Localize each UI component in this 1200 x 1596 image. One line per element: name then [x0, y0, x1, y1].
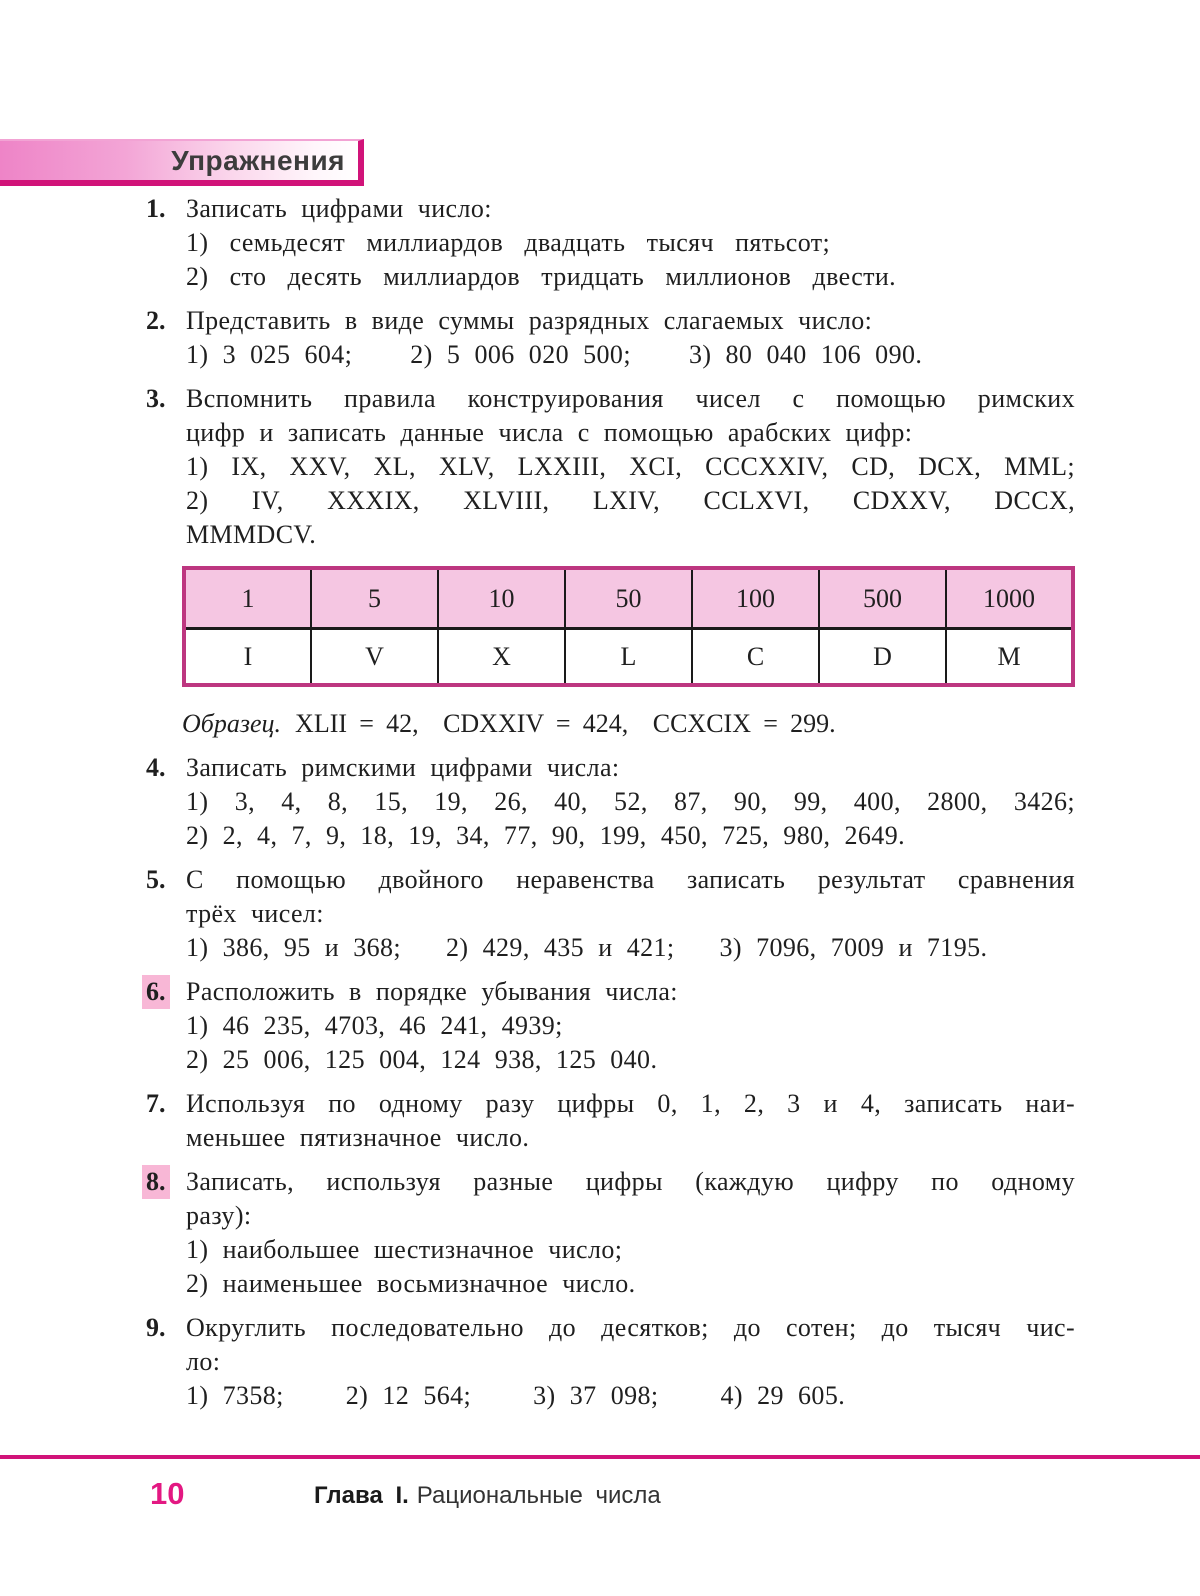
- exercise-9-item-2: 2) 12 564;: [345, 1381, 472, 1410]
- exercise-9-number: 9.: [146, 1313, 166, 1342]
- exercise-3-line-1: Вспомнить правила конструирования чисел с помощью римских: [186, 384, 1075, 413]
- exercise-4-item-2: 2) 2, 4, 7, 9, 18, 19, 34, 77, 90, 199, 450, 725, 980, 2649.: [186, 821, 905, 850]
- exercise-8-item-1: 1) наибольшее шестизначное число;: [186, 1235, 623, 1264]
- exercise-5-line-1: С помощью двойного неравенства записать результат сравнения: [186, 865, 1075, 894]
- table-arabic-cell: 100: [692, 568, 819, 629]
- exercise-4-body: [186, 751, 1075, 853]
- exercise-5-item-3: 3) 7096, 7009 и 7195.: [719, 933, 988, 962]
- exercise-4-number: 4.: [146, 753, 166, 782]
- table-roman-cell: M: [946, 629, 1073, 686]
- table-roman-cell: C: [692, 629, 819, 686]
- table-roman-cell: D: [819, 629, 946, 686]
- exercises-list: [0, 192, 1200, 1423]
- table-arabic-cell: 500: [819, 568, 946, 629]
- exercise-6-item-1: 1) 46 235, 4703, 46 241, 4939;: [186, 1011, 563, 1040]
- exercise-2-item-1: 1) 3 025 604;: [186, 340, 353, 369]
- exercise-1-title: Записать цифрами число:: [186, 194, 492, 223]
- exercise-8: [146, 1165, 1075, 1301]
- footer-rule: [0, 1455, 1200, 1459]
- page-number: 10: [150, 1476, 185, 1511]
- exercise-9-line-2: ло:: [186, 1347, 221, 1376]
- exercise-4: [146, 751, 1075, 853]
- table-arabic-cell: 5: [311, 568, 438, 629]
- exercise-3-item-1: 1) IX, XXV, XL, XLV, LXXIII, XCI, CCCXXIV, CD, DCX, MML;: [186, 452, 1075, 481]
- exercise-9: [146, 1311, 1075, 1413]
- exercise-5-item-2: 2) 429, 435 и 421;: [446, 933, 675, 962]
- exercise-8-line-1: Записать, используя разные цифры (каждую цифру по одному: [186, 1167, 1075, 1196]
- exercise-7-number: 7.: [146, 1089, 166, 1118]
- exercise-9-items: [186, 1379, 1075, 1413]
- exercise-2-item-3: 3) 80 040 106 090.: [688, 340, 923, 369]
- exercise-2-items: [186, 338, 1075, 372]
- exercise-1: [146, 192, 1075, 294]
- exercise-9-item-4: 4) 29 605.: [720, 1381, 846, 1410]
- exercise-6-title: Расположить в порядке убывания числа:: [186, 977, 678, 1006]
- exercise-7-line-2: меньшее пятизначное число.: [186, 1123, 530, 1152]
- exercise-5-body: [186, 863, 1075, 965]
- exercise-3: [146, 382, 1075, 552]
- exercise-5-item-1: 1) 386, 95 и 368;: [186, 933, 402, 962]
- table-roman-row: [184, 629, 1073, 686]
- table-arabic-cell: 10: [438, 568, 565, 629]
- chapter-title: Рациональные числа: [416, 1482, 661, 1509]
- exercise-1-body: [186, 192, 1075, 294]
- exercise-6: [146, 975, 1075, 1077]
- exercise-5-line-2: трёх чисел:: [186, 899, 324, 928]
- exercise-3-line-2: цифр и записать данные числа с помощью арабских цифр:: [186, 418, 913, 447]
- exercise-3-number: 3.: [146, 384, 166, 413]
- exercise-5: [146, 863, 1075, 965]
- exercise-9-item-3: 3) 37 098;: [533, 1381, 659, 1410]
- table-arabic-row: [184, 568, 1073, 629]
- exercise-6-number: [146, 975, 180, 1077]
- exercise-2-body: [186, 304, 1075, 372]
- exercise-3-item-2-cont: MMMDCV.: [186, 520, 317, 549]
- exercises-header-label: Упражнения: [171, 144, 345, 176]
- table-roman-cell: X: [438, 629, 565, 686]
- table-arabic-cell: 1000: [946, 568, 1073, 629]
- sample-text: XLII = 42, CDXXIV = 424, CCXCIX = 299.: [295, 709, 836, 738]
- exercise-9-item-1: 1) 7358;: [186, 1381, 284, 1410]
- exercise-9-line-1: Округлить последовательно до десятков; до сотен; до тысяч чис-: [186, 1313, 1075, 1342]
- exercise-8-line-2: разу):: [186, 1201, 252, 1230]
- exercise-2: [146, 304, 1075, 372]
- exercise-6-body: [186, 975, 1075, 1077]
- exercise-5-items: [186, 931, 1075, 965]
- exercise-7-body: [186, 1087, 1075, 1155]
- exercise-4-item-1: 1) 3, 4, 8, 15, 19, 26, 40, 52, 87, 90, 99, 400, 2800, 3426;: [186, 787, 1075, 816]
- chapter-footer: [314, 1482, 661, 1510]
- roman-numerals-table: [182, 566, 1075, 687]
- exercise-1-item-2: 2) сто десять миллиардов тридцать миллионов двести.: [186, 262, 897, 291]
- roman-numerals-table-wrap: [182, 566, 1075, 687]
- table-arabic-cell: 1: [184, 568, 311, 629]
- exercises-header-bar: [0, 139, 364, 186]
- table-roman-cell: L: [565, 629, 692, 686]
- exercise-8-number-highlight: 8.: [142, 1165, 170, 1199]
- exercise-8-body: [186, 1165, 1075, 1301]
- exercise-1-item-1: 1) семьдесят миллиардов двадцать тысяч пятьсот;: [186, 228, 831, 257]
- exercise-8-item-2: 2) наименьшее восьмизначное число.: [186, 1269, 636, 1298]
- exercise-4-title: Записать римскими цифрами числа:: [186, 753, 620, 782]
- exercise-3-body: [186, 382, 1075, 552]
- exercise-5-number: 5.: [146, 865, 166, 894]
- table-roman-cell: V: [311, 629, 438, 686]
- exercise-1-number: 1.: [146, 194, 166, 223]
- exercise-2-item-2: 2) 5 006 020 500;: [410, 340, 631, 369]
- exercise-7: [146, 1087, 1075, 1155]
- sample-label: Образец.: [182, 709, 282, 738]
- table-roman-cell: I: [184, 629, 311, 686]
- exercise-7-line-1: Используя по одному разу цифры 0, 1, 2, 3 и 4, записать наи-: [186, 1089, 1075, 1118]
- sample-line: [182, 707, 1075, 741]
- chapter-label: Глава I.: [314, 1482, 409, 1509]
- exercise-2-title: Представить в виде суммы разрядных слагаемых число:: [186, 306, 873, 335]
- exercise-8-number: [146, 1165, 180, 1301]
- exercise-2-number: 2.: [146, 306, 166, 335]
- exercise-6-item-2: 2) 25 006, 125 004, 124 938, 125 040.: [186, 1045, 658, 1074]
- exercise-9-body: [186, 1311, 1075, 1413]
- exercise-6-number-highlight: 6.: [142, 975, 170, 1009]
- table-arabic-cell: 50: [565, 568, 692, 629]
- exercise-3-item-2: 2) IV, XXXIX, XLVIII, LXIV, CCLXVI, CDXXV, DCCX,: [186, 486, 1075, 515]
